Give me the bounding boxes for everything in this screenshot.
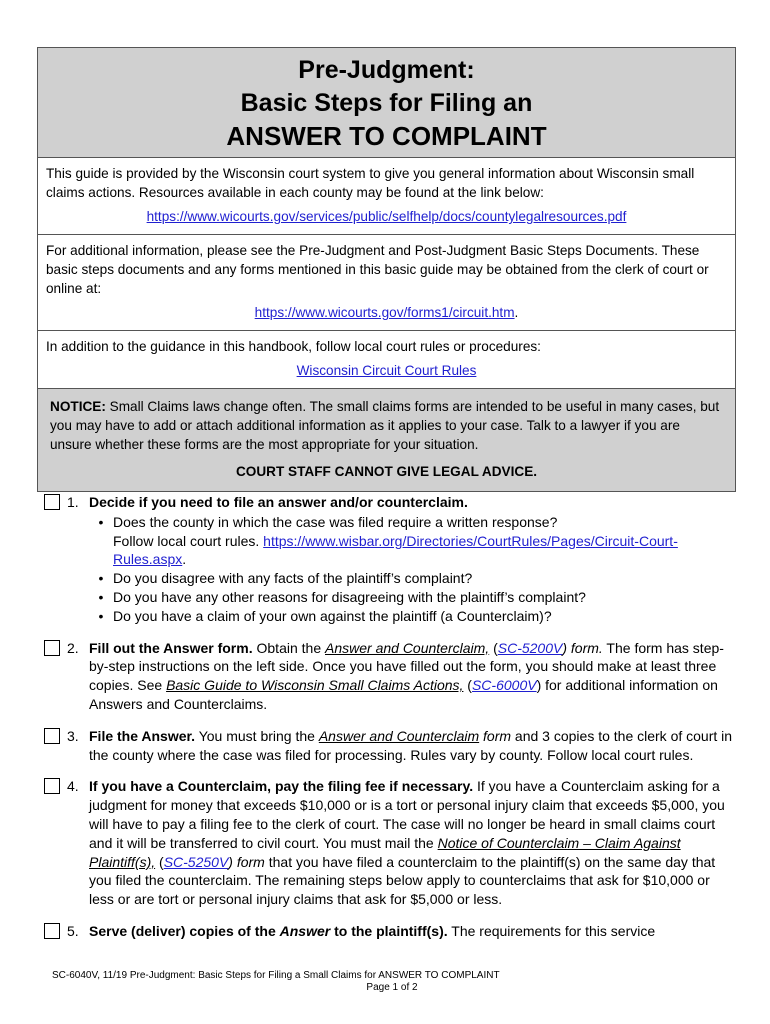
step-5-text: Serve (deliver) copies of the Answer to the plaintiff(s). The requirements for this service (89, 922, 656, 939)
sc-5250v-link[interactable]: SC-5250V (163, 853, 229, 870)
sc-6000v-link[interactable]: SC-6000V (471, 677, 537, 694)
page-number: Page 1 of 2 (366, 982, 418, 993)
step-2-checkbox[interactable] (44, 640, 60, 656)
county-resources-link[interactable]: https://www.wicourts.gov/services/public/selfhelp/docs/countylegalresources.pdf (146, 209, 627, 224)
intro-section (38, 158, 735, 235)
step-5: 5. Serve (deliver) copies of the Answer to the plaintiff(s). The requirements for this service (44, 922, 734, 941)
basic-guide-name: Basic Guide to Wisconsin Small Claims Actions, (166, 677, 464, 694)
additional-info-text: For additional information, please see the Pre-Judgment and Post-Judgment Basic Steps Documents. These basic steps documents and any forms mentioned in this basic guide may be obtained from the clerk of court or online at: (46, 243, 709, 296)
local-rules-text: In addition to the guidance in this handbook, follow local court rules or procedures: (46, 339, 541, 354)
local-rules-section (38, 331, 735, 389)
title-line-2: Basic Steps for Filing an (240, 89, 533, 117)
additional-info-section: For additional information, please see the Pre-Judgment and Post-Judgment Basic Steps Documents. These basic steps documents and any forms mentioned in this basic guide may be obtained from the clerk of court or online at: https://www.wicourts.gov/forms1/circuit.htm. (38, 235, 735, 331)
list-item: • Do you have any other reasons for disagreeing with the plaintiff’s complaint? (98, 588, 586, 605)
intro-text: This guide is provided by the Wisconsin court system to give you general information about Wisconsin small claims actions. Resources available in each county may be found at the link below: (46, 166, 695, 200)
page-title (38, 48, 735, 158)
step-4-checkbox[interactable] (44, 778, 60, 794)
step-1: 1. Decide if you need to file an answer and/or counterclaim. • Does the county in which the case was filed require a written response? Follow local court rules. https://www.wisbar.org/Directories/CourtRules/Pages/Circuit-Court-Rules.aspx. • Do you disagree with any facts of the plaintiff’s complaint? • Do you have any other reasons for disagreeing with the plaintiff’s complaint? • Do you have a claim of your own against the plaintiff (a Counterclaim)? (44, 493, 734, 626)
step-1-bullets (89, 513, 734, 626)
sc-5200v-link[interactable]: SC-5200V (497, 639, 563, 656)
step-2: 2. Fill out the Answer form. Obtain the Answer and Counterclaim, (SC-5200V) form. The form has step-by-step instructions on the left side. Once you have filled out the form, you should make at least three copies. See Basic Guide to Wisconsin Small Claims Actions, (SC-6000V) for additional information on Answers and Counterclaims. (44, 639, 734, 714)
step-4: 4. If you have a Counterclaim, pay the filing fee if necessary. If you have a Counterclaim asking for a judgment for money that exceeds $10,000 or is a tort or personal injury claim that exceeds $5,000, you will have to pay a filing fee to the clerk of court. The case will no longer be heard in small claims court and it will be transferred to civil court. You must mail the Notice of Counterclaim – Claim Against Plaintiff(s), (SC-5250V) form that you have filed a counterclaim to the plaintiff(s) on the same day that you filed the counterclaim. The remaining steps below apply to counterclaims that ask for $10,000 or less or are tort or personal injury claims that ask for $5,000 or less. (44, 777, 734, 909)
notice-section (38, 389, 735, 491)
list-item: • Do you disagree with any facts of the plaintiff’s complaint? (98, 570, 473, 587)
step-3-text: File the Answer. You must bring the Answer and Counterclaim form and 3 copies to the clerk of court in the county where the case was filed for processing. Rules vary by county. Follow local court rules. (89, 727, 733, 763)
step-1-checkbox[interactable] (44, 494, 60, 510)
list-item: • Does the county in which the case was filed require a written response? Follow local court rules. https://www.wisbar.org/Directories/CourtRules/Pages/Circuit-Court-Rules.aspx. (98, 513, 678, 568)
legal-advice-warning: COURT STAFF CANNOT GIVE LEGAL ADVICE. (235, 464, 538, 479)
step-4-text: If you have a Counterclaim, pay the filing fee if necessary. If you have a Counterclaim asking for a judgment for money that exceeds $10,000 or is a tort or personal injury claim that exceeds $5,000, you will have to pay a filing fee to the clerk of court. The case will no longer be heard in small claims court and it will be transferred to civil court. You must mail the Notice of Counterclaim – Claim Against Plaintiff(s), (SC-5250V) form that you have filed a counterclaim to the plaintiff(s) on the same day that you filed the counterclaim. The remaining steps below apply to counterclaims that ask for $10,000 or less or are tort or personal injury claims that ask for $5,000 or less. (89, 778, 725, 908)
notice-label: NOTICE: (50, 399, 106, 414)
step-3: 3. File the Answer. You must bring the Answer and Counterclaim form and 3 copies to the clerk of court in the county where the case was filed for processing. Rules vary by county. Follow local court rules. (44, 727, 734, 765)
answer-counterclaim-form-name: Answer and Counterclaim, (325, 639, 490, 656)
page-footer (52, 970, 732, 994)
step-1-heading: Decide if you need to file an answer and/or counterclaim. (89, 494, 468, 510)
notice-text: Small Claims laws change often. The small claims forms are intended to be useful in many cases, but you may have to add or attach additional information as it applies to your case. Talk to a lawyer if you are unsure whether these forms are the most appropriate for your situation. (50, 399, 720, 452)
circuit-forms-link[interactable]: https://www.wicourts.gov/forms1/circuit.htm (254, 305, 515, 320)
circuit-court-rules-link[interactable]: Wisconsin Circuit Court Rules (296, 363, 477, 378)
steps-list (44, 493, 734, 954)
notice-of-counterclaim-name: Notice of Counterclaim – Claim Against Plaintiff(s), (89, 834, 681, 870)
step-3-checkbox[interactable] (44, 728, 60, 744)
step-5-checkbox[interactable] (44, 923, 60, 939)
title-line-3: ANSWER TO COMPLAINT (226, 121, 547, 151)
list-item: • Do you have a claim of your own against the plaintiff (a Counterclaim)? (98, 607, 552, 624)
step-2-text: Fill out the Answer form. Obtain the Answer and Counterclaim, (SC-5200V) form. The form has step-by-step instructions on the left side. Once you have filled out the form, you should make at least three copies. See Basic Guide to Wisconsin Small Claims Actions, (SC-6000V) for additional information on Answers and Counterclaims. (89, 639, 724, 712)
header-box (37, 47, 736, 492)
footer-form-id: SC-6040V, 11/19 Pre-Judgment: Basic Steps for Filing a Small Claims for ANSWER TO COMPLAINT (52, 970, 500, 981)
wisbar-court-rules-link[interactable]: https://www.wisbar.org/Directories/CourtRules/Pages/Circuit-Court-Rules.aspx (113, 532, 678, 568)
title-line-1: Pre-Judgment: (298, 56, 475, 84)
